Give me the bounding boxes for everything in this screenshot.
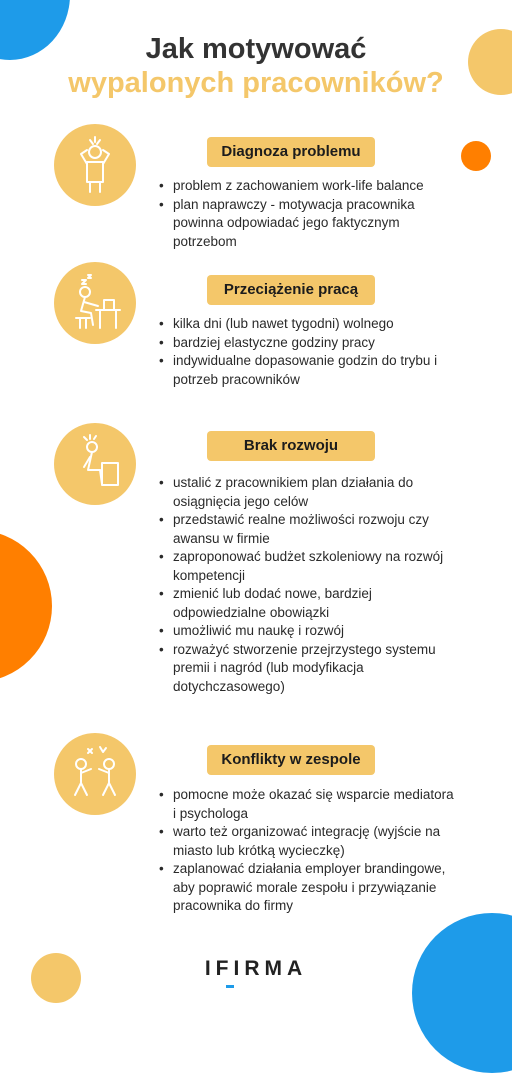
section-1-icon-circle <box>54 124 136 206</box>
decorative-orange-circle-left <box>0 530 52 682</box>
page-title-line2: wypalonych pracowników? <box>68 67 444 99</box>
list-item: • warto też organizować integrację (wyjście na miasto lub krótką wycieczkę) <box>158 823 458 860</box>
list-item: • rozważyć stworzenie przejrzystego systemu premii i nagród (lub modyfikacja dotychczasowego) <box>158 641 458 697</box>
section-1-heading: Diagnoza problemu <box>207 137 375 167</box>
section-4-icon-circle <box>54 733 136 815</box>
section-2-heading: Przeciążenie pracą <box>207 275 375 305</box>
list-item: • zaproponować budżet szkoleniowy na rozwój kompetencji <box>158 548 458 585</box>
page-title-line1: Jak motywować <box>145 33 367 65</box>
sad-person-sitting-icon <box>54 423 136 505</box>
section-4-bullet-list <box>158 786 458 916</box>
stressed-person-icon <box>54 124 136 206</box>
decorative-orange-dot-right <box>461 141 491 171</box>
list-item: • umożliwić mu naukę i rozwój <box>158 622 458 641</box>
section-4-heading: Konflikty w zespole <box>207 745 375 775</box>
list-item: • zmienić lub dodać nowe, bardziej odpowiedzialne obowiązki <box>158 585 458 622</box>
list-item: • indywidualne dopasowanie godzin do trybu i potrzeb pracowników <box>158 352 458 389</box>
section-3-heading: Brak rozwoju <box>207 431 375 461</box>
list-item: • kilka dni (lub nawet tygodni) wolnego <box>158 315 458 334</box>
ifirma-logo: IFIRMA <box>204 957 308 980</box>
arguing-people-icon <box>54 733 136 815</box>
list-item: • ustalić z pracownikiem plan działania do osiągnięcia jego celów <box>158 474 458 511</box>
logo-accent-bar <box>226 985 234 988</box>
list-item: • pomocne może okazać się wsparcie mediatora i psychologa <box>158 786 458 823</box>
section-3-bullet-list <box>158 474 458 696</box>
section-2-icon-circle <box>54 262 136 344</box>
tired-worker-at-desk-icon <box>54 262 136 344</box>
section-3-icon-circle <box>54 423 136 505</box>
list-item: • bardziej elastyczne godziny pracy <box>158 334 458 353</box>
list-item: • zaplanować działania employer brandingowe, aby poprawić morale zespołu i przywiązanie pracownika do firmy <box>158 860 458 916</box>
list-item: • przedstawić realne możliwości rozwoju czy awansu w firmie <box>158 511 458 548</box>
list-item: • plan naprawczy - motywacja pracownika powinna odpowiadać jego faktycznym potrzebom <box>158 196 458 252</box>
list-item: • problem z zachowaniem work-life balance <box>158 177 458 196</box>
decorative-blue-circle-bottom-right <box>412 913 512 1073</box>
section-1-bullet-list <box>158 177 458 251</box>
section-2-bullet-list <box>158 315 458 389</box>
